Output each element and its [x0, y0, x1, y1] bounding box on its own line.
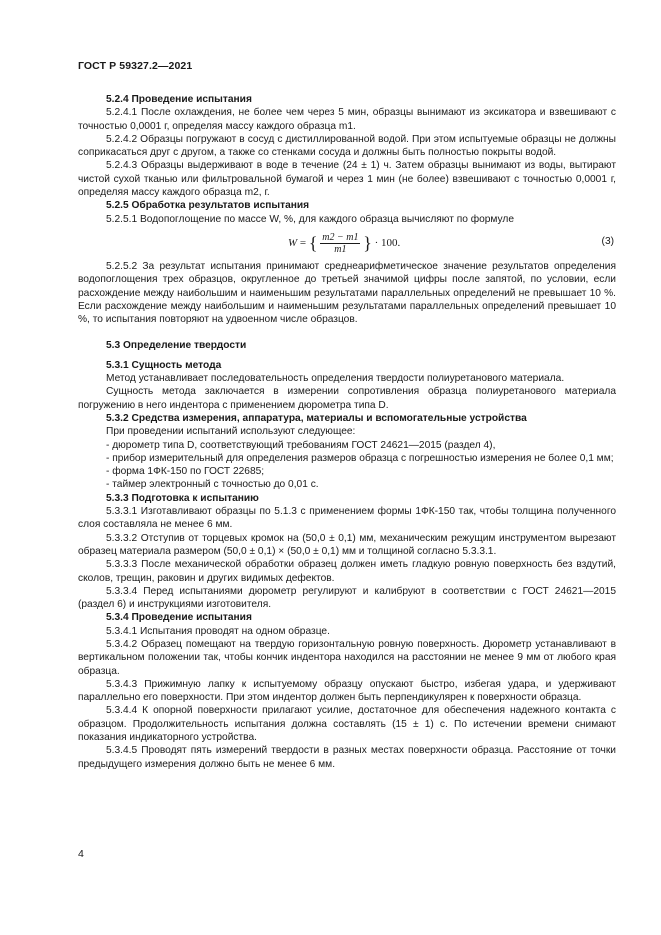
paragraph-5-2-4-1: 5.2.4.1 После охлаждения, не более чем через 5 мин, образцы вынимают из эксикатора и взвешивают с точностью 0,0001 г, определяя массу каждого образца m1. — [78, 107, 616, 132]
list-item-mold: - форма 1ФК-150 по ГОСТ 22685; — [106, 466, 265, 478]
paragraph-5-3-4-2: 5.3.4.2 Образец помещают на твердую горизонтальную ровную поверхность. Дюрометр устанавливают в вертикальном положении так, чтобы кончик индентора находился на расстоянии не менее 9 мм от любого края образца. — [78, 638, 616, 677]
formula-expression: W = { $\frac{m2 - m1}{m1}$ } · 100. — [288, 231, 401, 255]
paragraph-5-3-1-b: Сущность метода заключается в измерении сопротивления образца полиуретанового материала погружению в него индентора с применением дюрометра типа D. — [78, 386, 616, 411]
formula-lhs: W — [288, 237, 298, 249]
formula-denominator: m1 — [334, 243, 347, 255]
formula-numerator: m2 − m1 — [322, 231, 359, 243]
paragraph-5-3-2-intro: При проведении испытаний используют следующее: — [106, 426, 356, 438]
paragraph-5-3-4-4: 5.3.4.4 К опорной поверхности прилагают усилие, достаточное для обеспечения надежного контакта с образцом. Продолжительность испытания должна составлять (15 ± 1) с. По истечении времени снимают показания индикаторного устройства. — [78, 705, 616, 744]
formula-tail: · 100. — [374, 237, 401, 249]
paragraph-5-3-3-1: 5.3.3.1 Изготавливают образцы по 5.1.3 с применением формы 1ФК-150 так, чтобы толщина полученного слоя составляла не менее 6 мм. — [78, 506, 616, 531]
list-item-timer: - таймер электронный с точностью до 0,01 с. — [106, 479, 319, 491]
paragraph-5-3-4-3: 5.3.4.3 Прижимную лапку к испытуемому образцу опускают быстро, избегая удара, и удерживают параллельно его поверхности. При этом индентор должен быть перпендикулярен к поверхности образца. — [78, 678, 616, 704]
paragraph-5-3-3-3: 5.3.3.3 После механической обработки образец должен иметь гладкую ровную поверхность без вздутий, сколов, трещин, раковин и других видимых дефектов. — [78, 559, 616, 584]
list-item-measuring-device: - прибор измерительный для определения размеров образца с погрешностью измерения не более 0,1 мм; — [106, 452, 614, 464]
document-header: ГОСТ Р 59327.2—2021 — [78, 60, 193, 72]
page-number: 4 — [78, 848, 84, 860]
section-5-3-4-title: 5.3.4 Проведение испытания — [106, 612, 252, 624]
section-5-2-5-title: 5.2.5 Обработка результатов испытания — [106, 200, 310, 212]
formula-3 — [78, 230, 616, 256]
paragraph-5-2-5-1: 5.2.5.1 Водопоглощение по массе W, %, для каждого образца вычисляют по формуле — [106, 213, 515, 225]
paragraph-5-2-5-2: 5.2.5.2 За результат испытания принимают среднеарифметическое значение результатов определения водопоглощения трех образцов, округленное до третьей значимой цифры после запятой, по условии, если расхождение между наибольшим и наименьшим результатами параллельных определений не превышает 10 %. Если расхождение между наибольшим и наименьшим результатами параллельных определений превышает 10 %, то испытания повторяют на удвоенном числе образцов. — [78, 260, 616, 326]
paragraph-5-3-1-a: Метод устанавливает последовательность определения твердости полиуретанового материала. — [106, 373, 565, 385]
paragraph-5-3-3-2: 5.3.3.2 Отступив от торцевых кромок на (50,0 ± 0,1) мм, механическим режущим инструментом вырезают образец материала размером (50,0 ± 0,1) × (50,0 ± 0,1) мм и толщиной согласно 5.3.3.1. — [78, 532, 616, 557]
list-item-durometer: - дюрометр типа D, соответствующий требованиям ГОСТ 24621—2015 (раздел 4), — [106, 439, 496, 451]
formula-number: (3) — [601, 235, 614, 247]
paragraph-5-3-3-4: 5.3.3.4 Перед испытаниями дюрометр регулируют и калибруют в соответствии с ГОСТ 24621—2015 (раздел 6) и инструкциями изготовителя. — [78, 585, 616, 611]
section-5-3-1-title: 5.3.1 Сущность метода — [106, 359, 222, 371]
section-5-2-4-title: 5.2.4 Проведение испытания — [106, 94, 252, 105]
section-5-3-3-title: 5.3.3 Подготовка к испытанию — [106, 492, 259, 504]
document-body — [78, 93, 616, 771]
section-5-3-title: 5.3 Определение твердости — [106, 340, 247, 352]
paragraph-5-2-4-2: 5.2.4.2 Образцы погружают в сосуд с дистиллированной водой. При этом испытуемые образцы не должны соприкасаться друг с другом, а также со стенками сосуда и должны быть полностью покрыты водой. — [78, 133, 616, 159]
paragraph-5-2-4-3: 5.2.4.3 Образцы выдерживают в воде в течение (24 ± 1) ч. Затем образцы вынимают из воды, вытирают чистой сухой тканью или фильтровальной бумагой и через 1 мин (не более) взвешивают с точностью 0,0001 г, определяя массу каждого образца m2, г. — [78, 160, 616, 199]
paragraph-5-3-4-1: 5.3.4.1 Испытания проводят на одном образце. — [106, 625, 330, 637]
paragraph-5-3-4-5: 5.3.4.5 Проводят пять измерений твердости в разных местах поверхности образца. Расстояние от точки предыдущего измерения должно быть не менее 6 мм. — [78, 745, 616, 770]
section-5-3-2-title: 5.3.2 Средства измерения, аппаратура, материалы и вспомогательные устройства — [106, 412, 527, 424]
formula-fraction — [320, 232, 360, 255]
